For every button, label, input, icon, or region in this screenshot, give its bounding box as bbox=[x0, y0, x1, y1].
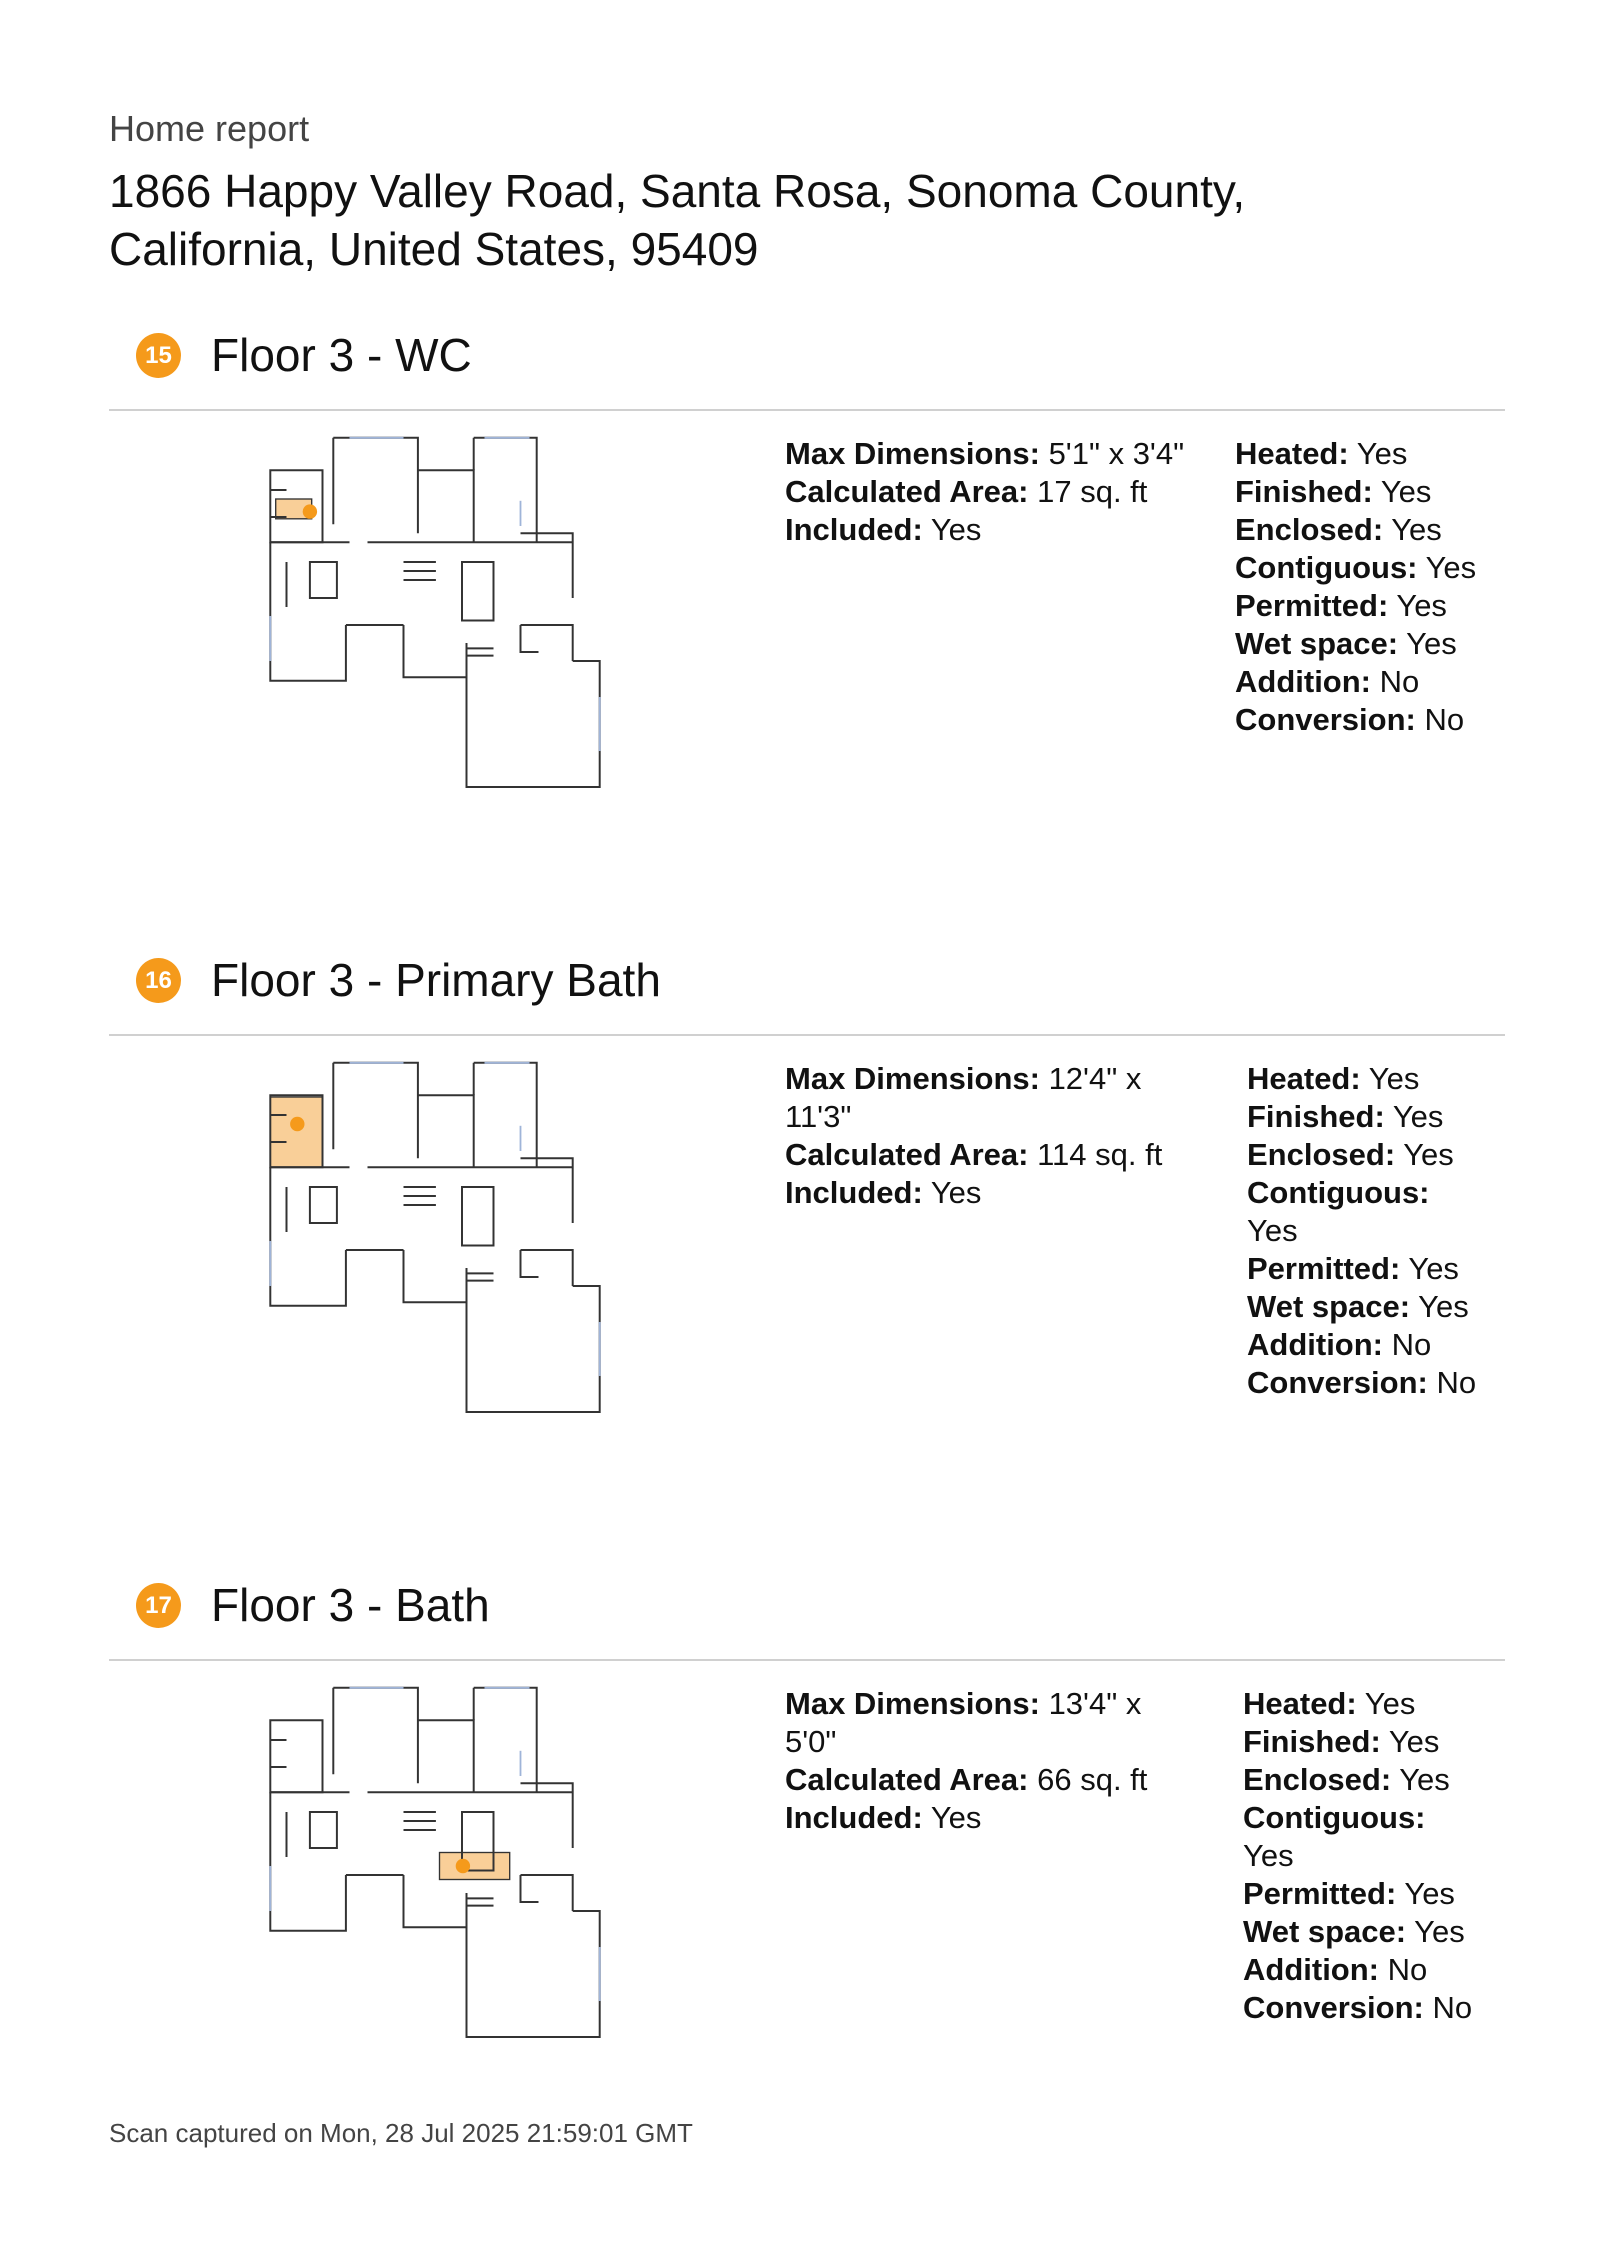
addition-row bbox=[1247, 1326, 1477, 1364]
enclosed-row bbox=[1243, 1761, 1473, 1799]
calculated-area-row bbox=[785, 1761, 1180, 1799]
max-dimensions-value: 12'4" x 11'3" bbox=[785, 1061, 1142, 1134]
calculated-area-label: Calculated Area: bbox=[785, 474, 1029, 509]
room-section-16 bbox=[0, 946, 1600, 1546]
included-label: Included: bbox=[785, 1800, 923, 1835]
calculated-area-label: Calculated Area: bbox=[785, 1762, 1029, 1797]
wet-space-row bbox=[1247, 1288, 1477, 1326]
room-name: WC bbox=[395, 329, 472, 381]
permitted-row bbox=[1247, 1250, 1477, 1288]
max-dimensions-row bbox=[785, 1060, 1180, 1136]
room-name: Bath bbox=[395, 1579, 490, 1631]
included-value: Yes bbox=[922, 1175, 982, 1210]
enclosed-label: Enclosed: bbox=[1235, 512, 1384, 547]
conversion-value: No bbox=[1423, 1990, 1473, 2025]
enclosed-value: Yes bbox=[1391, 1762, 1450, 1797]
floor-label: Floor 3 bbox=[211, 1579, 355, 1631]
room-attributes bbox=[1247, 1060, 1477, 1402]
room-name: Primary Bath bbox=[395, 954, 661, 1006]
permitted-label: Permitted: bbox=[1235, 588, 1389, 623]
contiguous-row bbox=[1235, 549, 1515, 587]
section-divider bbox=[109, 409, 1505, 411]
addition-value: No bbox=[1371, 664, 1420, 699]
room-section-15 bbox=[0, 321, 1600, 921]
permitted-value: Yes bbox=[1400, 1251, 1459, 1286]
addition-row bbox=[1243, 1951, 1473, 1989]
included-row bbox=[785, 1174, 1180, 1212]
included-label: Included: bbox=[785, 1175, 923, 1210]
conversion-row bbox=[1247, 1364, 1477, 1402]
enclosed-value: Yes bbox=[1395, 1137, 1454, 1172]
title-separator: - bbox=[354, 329, 396, 381]
address-line-1: 1866 Happy Valley Road, Santa Rosa, Sonoma County, bbox=[109, 165, 1246, 217]
conversion-value: No bbox=[1415, 702, 1465, 737]
max-dimensions-row bbox=[785, 435, 1205, 473]
room-title bbox=[211, 325, 472, 385]
wet-space-row bbox=[1235, 625, 1515, 663]
addition-label: Addition: bbox=[1247, 1327, 1384, 1362]
max-dimensions-row bbox=[785, 1685, 1180, 1761]
wet-space-row bbox=[1243, 1913, 1473, 1951]
finished-row bbox=[1247, 1098, 1477, 1136]
title-separator: - bbox=[354, 1579, 396, 1631]
highlighted-room bbox=[440, 1853, 510, 1880]
contiguous-label: Contiguous: bbox=[1247, 1175, 1430, 1210]
permitted-row bbox=[1235, 587, 1515, 625]
included-row bbox=[785, 511, 1205, 549]
contiguous-value: Yes bbox=[1247, 1213, 1298, 1248]
floor-label: Floor 3 bbox=[211, 954, 355, 1006]
heated-value: Yes bbox=[1356, 1686, 1416, 1721]
addition-value: No bbox=[1383, 1327, 1432, 1362]
max-dimensions-label: Max Dimensions: bbox=[785, 1061, 1040, 1096]
finished-row bbox=[1243, 1723, 1473, 1761]
highlighted-room bbox=[270, 1097, 322, 1167]
contiguous-row bbox=[1243, 1799, 1473, 1875]
conversion-row bbox=[1235, 701, 1515, 739]
finished-label: Finished: bbox=[1247, 1099, 1385, 1134]
addition-row bbox=[1235, 663, 1515, 701]
section-divider bbox=[109, 1034, 1505, 1036]
permitted-label: Permitted: bbox=[1243, 1876, 1397, 1911]
calculated-area-value: 66 sq. ft bbox=[1028, 1762, 1148, 1797]
scan-capture-timestamp: Scan captured on Mon, 28 Jul 2025 21:59:01 GMT bbox=[109, 2118, 693, 2148]
property-address bbox=[109, 162, 1359, 278]
contiguous-value: Yes bbox=[1243, 1838, 1294, 1873]
floor-plan-thumbnail bbox=[240, 436, 630, 796]
address-line-2: California, United States, 95409 bbox=[109, 223, 759, 275]
calculated-area-row bbox=[785, 1136, 1180, 1174]
room-section-17 bbox=[0, 1571, 1600, 2171]
addition-label: Addition: bbox=[1243, 1952, 1380, 1987]
heated-value: Yes bbox=[1348, 436, 1408, 471]
conversion-value: No bbox=[1427, 1365, 1477, 1400]
calculated-area-value: 17 sq. ft bbox=[1028, 474, 1148, 509]
conversion-label: Conversion: bbox=[1235, 702, 1416, 737]
wet-space-value: Yes bbox=[1406, 1914, 1465, 1949]
calculated-area-value: 114 sq. ft bbox=[1028, 1137, 1163, 1172]
room-marker bbox=[303, 504, 317, 518]
enclosed-label: Enclosed: bbox=[1243, 1762, 1392, 1797]
max-dimensions-label: Max Dimensions: bbox=[785, 436, 1040, 471]
room-title bbox=[211, 950, 661, 1010]
floor-plan-thumbnail bbox=[240, 1061, 630, 1421]
contiguous-label: Contiguous: bbox=[1243, 1800, 1426, 1835]
included-label: Included: bbox=[785, 512, 923, 547]
enclosed-label: Enclosed: bbox=[1247, 1137, 1396, 1172]
heated-value: Yes bbox=[1360, 1061, 1420, 1096]
finished-row bbox=[1235, 473, 1515, 511]
finished-value: Yes bbox=[1372, 474, 1432, 509]
room-measurements bbox=[785, 1685, 1180, 1837]
title-separator: - bbox=[354, 954, 396, 1006]
finished-value: Yes bbox=[1380, 1724, 1440, 1759]
finished-label: Finished: bbox=[1243, 1724, 1381, 1759]
room-attributes bbox=[1235, 435, 1515, 739]
room-measurements bbox=[785, 1060, 1180, 1212]
enclosed-row bbox=[1235, 511, 1515, 549]
wet-space-label: Wet space: bbox=[1243, 1914, 1407, 1949]
calculated-area-label: Calculated Area: bbox=[785, 1137, 1029, 1172]
conversion-label: Conversion: bbox=[1243, 1990, 1424, 2025]
room-number-badge: 17 bbox=[136, 1583, 181, 1628]
included-value: Yes bbox=[922, 1800, 982, 1835]
room-title bbox=[211, 1575, 490, 1635]
heated-label: Heated: bbox=[1247, 1061, 1361, 1096]
enclosed-row bbox=[1247, 1136, 1477, 1174]
permitted-label: Permitted: bbox=[1247, 1251, 1401, 1286]
contiguous-row bbox=[1247, 1174, 1477, 1250]
addition-value: No bbox=[1379, 1952, 1428, 1987]
contiguous-value: Yes bbox=[1417, 550, 1477, 585]
max-dimensions-label: Max Dimensions: bbox=[785, 1686, 1040, 1721]
included-row bbox=[785, 1799, 1180, 1837]
wet-space-value: Yes bbox=[1410, 1289, 1469, 1324]
wet-space-label: Wet space: bbox=[1235, 626, 1399, 661]
heated-label: Heated: bbox=[1235, 436, 1349, 471]
conversion-row bbox=[1243, 1989, 1473, 2027]
included-value: Yes bbox=[922, 512, 982, 547]
permitted-value: Yes bbox=[1388, 588, 1447, 623]
wet-space-label: Wet space: bbox=[1247, 1289, 1411, 1324]
permitted-row bbox=[1243, 1875, 1473, 1913]
room-marker bbox=[290, 1117, 304, 1131]
max-dimensions-value: 5'1" x 3'4" bbox=[1039, 436, 1185, 471]
heated-label: Heated: bbox=[1243, 1686, 1357, 1721]
report-subtitle: Home report bbox=[109, 108, 310, 149]
room-number-badge: 15 bbox=[136, 333, 181, 378]
heated-row bbox=[1243, 1685, 1473, 1723]
section-divider bbox=[109, 1659, 1505, 1661]
conversion-label: Conversion: bbox=[1247, 1365, 1428, 1400]
room-number-badge: 16 bbox=[136, 958, 181, 1003]
enclosed-value: Yes bbox=[1383, 512, 1442, 547]
max-dimensions-value: 13'4" x 5'0" bbox=[785, 1686, 1142, 1759]
finished-label: Finished: bbox=[1235, 474, 1373, 509]
room-marker bbox=[456, 1859, 470, 1873]
calculated-area-row bbox=[785, 473, 1205, 511]
wet-space-value: Yes bbox=[1398, 626, 1457, 661]
permitted-value: Yes bbox=[1396, 1876, 1455, 1911]
heated-row bbox=[1235, 435, 1515, 473]
room-attributes bbox=[1243, 1685, 1473, 2027]
finished-value: Yes bbox=[1384, 1099, 1444, 1134]
floor-label: Floor 3 bbox=[211, 329, 355, 381]
heated-row bbox=[1247, 1060, 1477, 1098]
addition-label: Addition: bbox=[1235, 664, 1372, 699]
floor-plan-thumbnail bbox=[240, 1686, 630, 2046]
contiguous-label: Contiguous: bbox=[1235, 550, 1418, 585]
room-measurements bbox=[785, 435, 1205, 549]
